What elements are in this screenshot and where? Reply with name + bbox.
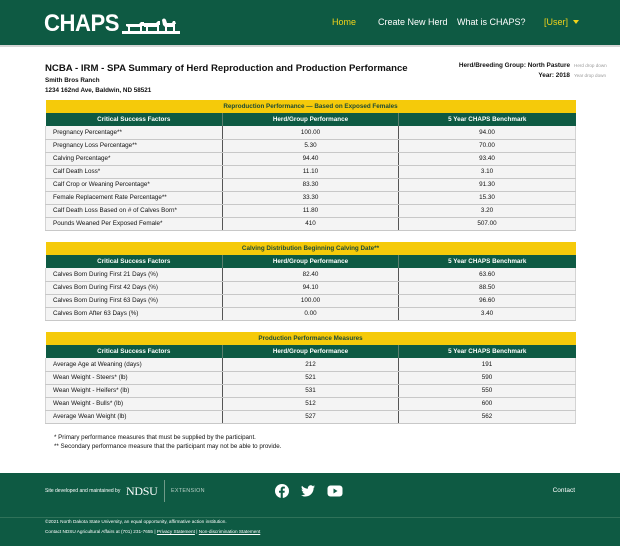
chevron-down-icon — [573, 20, 579, 24]
herd-value-cell: 521 — [223, 371, 399, 384]
footer-contact-link[interactable]: Contact — [552, 487, 575, 494]
copyright-text: ©2021 North Dakota State University, an equal opportunity, affirmative action institution. — [45, 519, 227, 524]
cattle-silhouette-icon — [122, 15, 180, 35]
herd-value-cell: 512 — [223, 397, 399, 410]
user-menu[interactable] — [544, 17, 579, 27]
benchmark-value-cell: 15.30 — [399, 191, 576, 204]
benchmark-value-cell: 88.50 — [399, 281, 576, 294]
benchmark-value-cell: 94.00 — [399, 126, 576, 139]
factor-cell: Pounds Weaned Per Exposed Female* — [46, 217, 223, 230]
factor-cell: Calf Death Loss Based on # of Calves Born* — [46, 204, 223, 217]
benchmark-value-cell: 600 — [399, 397, 576, 410]
facebook-icon[interactable] — [274, 483, 290, 499]
site-footer — [0, 473, 620, 546]
table-section-title: Calving Distribution Beginning Calving Date** — [46, 242, 576, 255]
factor-cell: Calving Percentage* — [46, 152, 223, 165]
table-row — [46, 165, 576, 178]
table-row — [46, 204, 576, 217]
logo-text: CHAPS — [44, 10, 119, 37]
table-row — [46, 217, 576, 230]
factor-cell: Average Wean Weight (lb) — [46, 410, 223, 423]
benchmark-value-cell: 93.40 — [399, 152, 576, 165]
user-menu-label: [User] — [544, 17, 569, 27]
reproduction-performance-table — [45, 100, 576, 231]
herd-value-cell: 100.00 — [223, 294, 399, 307]
herd-value-cell: 410 — [223, 217, 399, 230]
factor-cell: Pregnancy Percentage** — [46, 126, 223, 139]
factor-cell: Calves Born During First 21 Days (%) — [46, 268, 223, 281]
benchmark-value-cell: 550 — [399, 384, 576, 397]
herd-value-cell: 531 — [223, 384, 399, 397]
link-separator: | — [196, 529, 198, 534]
table-row — [46, 307, 576, 320]
table-row — [46, 410, 576, 423]
table-row — [46, 139, 576, 152]
footer-divider — [0, 517, 620, 518]
year-label: Year: 2018 — [538, 72, 570, 79]
benchmark-value-cell: 191 — [399, 358, 576, 371]
column-header: 5 Year CHAPS Benchmark — [399, 345, 576, 358]
nav-what-is-chaps[interactable]: What is CHAPS? — [457, 17, 526, 27]
table-row — [46, 281, 576, 294]
benchmark-value-cell: 91.30 — [399, 178, 576, 191]
ndsu-logo[interactable]: NDSU — [126, 484, 158, 498]
benchmark-value-cell: 96.60 — [399, 294, 576, 307]
table-row — [46, 358, 576, 371]
herd-dropdown-hint[interactable]: Herd drop down — [574, 63, 607, 68]
herd-value-cell: 83.30 — [223, 178, 399, 191]
twitter-icon[interactable] — [300, 483, 316, 499]
table-row — [46, 152, 576, 165]
column-header: 5 Year CHAPS Benchmark — [399, 113, 576, 126]
herd-value-cell: 94.40 — [223, 152, 399, 165]
column-header: Herd/Group Performance — [223, 113, 399, 126]
benchmark-value-cell: 562 — [399, 410, 576, 423]
herd-value-cell: 100.00 — [223, 126, 399, 139]
factor-cell: Calves Born After 63 Days (%) — [46, 307, 223, 320]
benchmark-value-cell: 63.60 — [399, 268, 576, 281]
table-row — [46, 268, 576, 281]
nav-home[interactable]: Home — [332, 17, 357, 27]
production-performance-table — [45, 332, 576, 424]
privacy-statement-link[interactable]: Privacy Statement — [156, 529, 195, 534]
column-header: Critical Success Factors — [46, 345, 223, 358]
herd-group-selector[interactable] — [459, 62, 614, 69]
table-section-title: Production Performance Measures — [46, 332, 576, 345]
herd-value-cell: 94.10 — [223, 281, 399, 294]
benchmark-value-cell: 507.00 — [399, 217, 576, 230]
year-selector[interactable] — [538, 72, 614, 79]
benchmark-value-cell: 590 — [399, 371, 576, 384]
table-row — [46, 371, 576, 384]
ranch-name: Smith Bros Ranch — [45, 77, 100, 84]
column-header: Herd/Group Performance — [223, 345, 399, 358]
footnote-primary: * Primary performance measures that must be supplied by the participant. — [54, 434, 256, 441]
herd-value-cell: 527 — [223, 410, 399, 423]
table-row — [46, 294, 576, 307]
factor-cell: Pregnancy Loss Percentage** — [46, 139, 223, 152]
factor-cell: Calf Death Loss* — [46, 165, 223, 178]
herd-value-cell: 82.40 — [223, 268, 399, 281]
factor-cell: Wean Weight - Heifers* (lb) — [46, 384, 223, 397]
table-row — [46, 191, 576, 204]
column-header: 5 Year CHAPS Benchmark — [399, 255, 576, 268]
table-row — [46, 397, 576, 410]
herd-value-cell: 0.00 — [223, 307, 399, 320]
extension-label: EXTENSION — [171, 488, 205, 494]
herd-value-cell: 33.30 — [223, 191, 399, 204]
table-row — [46, 178, 576, 191]
factor-cell: Wean Weight - Steers* (lb) — [46, 371, 223, 384]
contact-line — [45, 529, 260, 534]
logo-divider — [164, 480, 165, 502]
factor-cell: Calf Crop or Weaning Percentage* — [46, 178, 223, 191]
benchmark-value-cell: 3.10 — [399, 165, 576, 178]
benchmark-value-cell: 3.40 — [399, 307, 576, 320]
contact-phone-text: Contact NDSU Agricultural Affairs at (701) 231-7655 | — [45, 529, 156, 534]
non-discrimination-link[interactable]: Non-discrimination Statement — [198, 529, 261, 534]
table-row — [46, 384, 576, 397]
herd-value-cell: 212 — [223, 358, 399, 371]
factor-cell: Calves Born During First 42 Days (%) — [46, 281, 223, 294]
factor-cell: Wean Weight - Bulls* (lb) — [46, 397, 223, 410]
page-title: NCBA - IRM - SPA Summary of Herd Reproduction and Production Performance — [45, 63, 408, 74]
factor-cell: Calves Born During First 63 Days (%) — [46, 294, 223, 307]
factor-cell: Average Age at Weaning (days) — [46, 358, 223, 371]
column-header: Herd/Group Performance — [223, 255, 399, 268]
developed-by-text: Site developed and maintained by — [45, 488, 121, 494]
top-navbar — [0, 0, 620, 47]
ranch-address: 1234 162nd Ave, Baldwin, ND 58521 — [45, 87, 152, 94]
chaps-logo[interactable] — [44, 10, 180, 36]
herd-value-cell: 11.80 — [223, 204, 399, 217]
factor-cell: Female Replacement Rate Percentage** — [46, 191, 223, 204]
herd-group-label: Herd/Breeding Group: North Pasture — [458, 62, 570, 69]
herd-value-cell: 5.30 — [223, 139, 399, 152]
nav-create-new-herd[interactable]: Create New Herd — [378, 17, 448, 27]
column-header: Critical Success Factors — [46, 113, 223, 126]
benchmark-value-cell: 3.20 — [399, 204, 576, 217]
herd-value-cell: 11.10 — [223, 165, 399, 178]
calving-distribution-table — [45, 242, 576, 321]
youtube-icon[interactable] — [327, 483, 343, 499]
benchmark-value-cell: 70.00 — [399, 139, 576, 152]
table-section-title: Reproduction Performance — Based on Exposed Females — [46, 100, 576, 113]
column-header: Critical Success Factors — [46, 255, 223, 268]
year-dropdown-hint[interactable]: Year drop down — [574, 73, 607, 78]
table-row — [46, 126, 576, 139]
footnote-secondary: ** Secondary performance measure that the participant may not be able to provide. — [54, 443, 282, 450]
